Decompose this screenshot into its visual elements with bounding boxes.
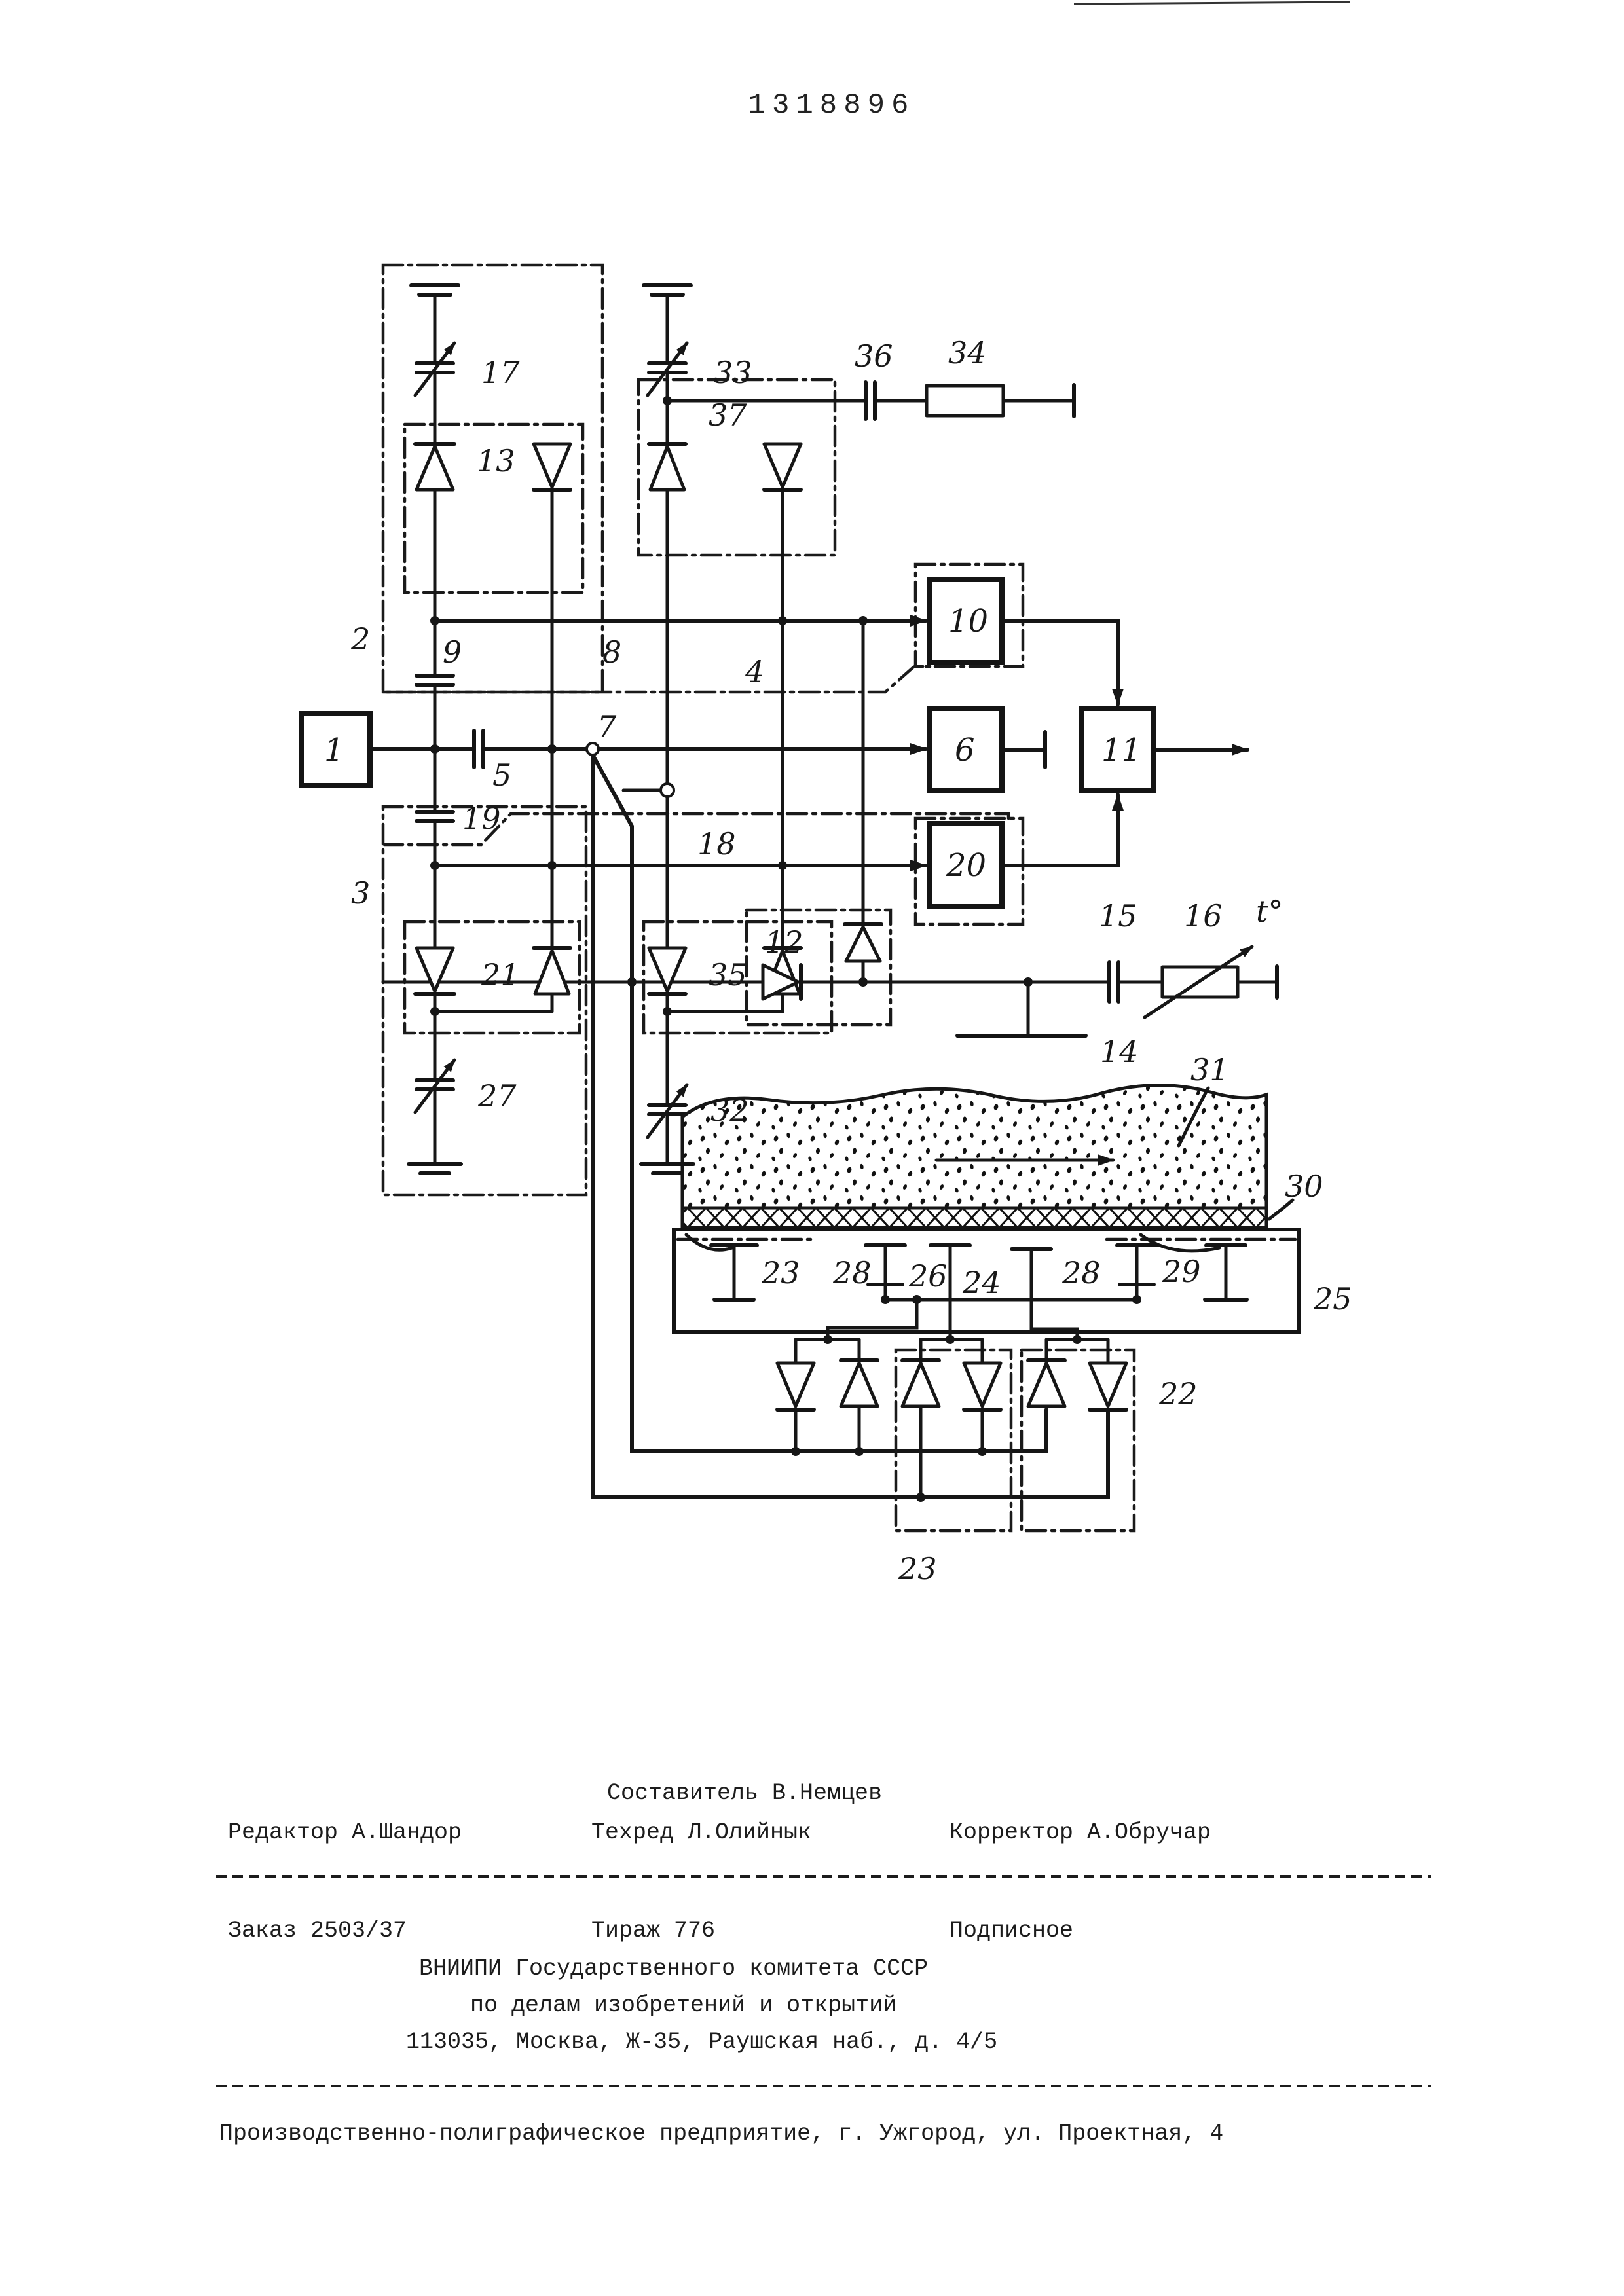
block-1-label: 1 bbox=[324, 732, 344, 769]
capacitor-9 bbox=[416, 676, 453, 685]
ref-label-18: 18 bbox=[697, 826, 736, 862]
footer-text bbox=[216, 1780, 1431, 2147]
footer-techred: Техред Л.Олийнык bbox=[591, 1819, 812, 1846]
thermistor-16 bbox=[1145, 947, 1252, 1017]
terminal-17 bbox=[411, 285, 458, 295]
footer-print: Производственно-полиграфическое предприятие, г. Ужгород, ул. Проектная, 4 bbox=[219, 2121, 1224, 2147]
footer-tirazh: Тираж 776 bbox=[591, 1918, 716, 1944]
electrode-28-left bbox=[866, 1245, 905, 1300]
ref-label-23: 23 bbox=[762, 1255, 800, 1290]
footer-compiler: Составитель В.Немцев bbox=[607, 1780, 883, 1806]
footer-address: 113035, Москва, Ж-35, Раушская наб., д. 4/5 bbox=[406, 2029, 998, 2055]
switch-pivot bbox=[587, 743, 599, 755]
ref-label-7: 7 bbox=[597, 709, 617, 744]
control-line-4 bbox=[383, 666, 930, 692]
ref-label-15: 15 bbox=[1099, 898, 1137, 934]
ref-label-34: 34 bbox=[948, 335, 987, 371]
ref-label-37: 37 bbox=[709, 397, 747, 433]
ref-label-36: 36 bbox=[855, 338, 893, 374]
ref-label-22: 22 bbox=[1159, 1376, 1198, 1412]
block-11-label: 11 bbox=[1101, 732, 1142, 769]
footer-corrector: Корректор А.Обручар bbox=[950, 1819, 1211, 1846]
ref-label-9: 9 bbox=[443, 634, 462, 670]
capacitor-36 bbox=[866, 382, 875, 419]
guard-arcs bbox=[686, 1235, 1219, 1251]
ref-label-2: 2 bbox=[351, 621, 371, 657]
footer-affairs: по делам изобретений и открытий bbox=[470, 1992, 897, 2018]
ref-label-29: 29 bbox=[1162, 1254, 1201, 1289]
footer-editor: Редактор А.Шандор bbox=[228, 1819, 462, 1846]
ref-label-25: 25 bbox=[1314, 1281, 1352, 1317]
patent-number: 1318896 bbox=[748, 89, 915, 122]
footer-podpisnoe: Подписное bbox=[950, 1918, 1074, 1944]
terminal-33 bbox=[644, 285, 691, 295]
ref-label-33: 33 bbox=[714, 355, 752, 390]
ref-label-21: 21 bbox=[481, 957, 520, 993]
ref-label-26: 26 bbox=[909, 1258, 948, 1294]
ref-label-31: 31 bbox=[1190, 1052, 1229, 1087]
electrode-28-right bbox=[1117, 1245, 1156, 1300]
ref-label-24: 24 bbox=[963, 1265, 1001, 1300]
ref-label-17: 17 bbox=[481, 355, 520, 390]
temperature-label: t° bbox=[1256, 894, 1283, 929]
ref-label-35: 35 bbox=[709, 957, 747, 993]
diode-22-1 bbox=[777, 1363, 814, 1410]
footer-order: Заказ 2503/37 bbox=[228, 1918, 407, 1944]
ref-label-5: 5 bbox=[492, 757, 512, 793]
ref-label-12: 12 bbox=[765, 924, 803, 960]
ref-label-30: 30 bbox=[1285, 1169, 1323, 1204]
diode-pair-37 bbox=[649, 444, 801, 490]
ref-label-14: 14 bbox=[1100, 1034, 1139, 1069]
capacitor-15 bbox=[1109, 962, 1118, 1002]
diode-22-3 bbox=[902, 1360, 939, 1406]
block-10-label: 10 bbox=[948, 603, 989, 640]
diode-12-vertical bbox=[845, 924, 881, 961]
ref-label-8: 8 bbox=[602, 634, 622, 670]
scan-edge-mark bbox=[1074, 2, 1350, 4]
ref-label-4: 4 bbox=[745, 654, 765, 689]
electrode-29 bbox=[1205, 1245, 1247, 1300]
ref-label-3: 3 bbox=[351, 875, 371, 911]
ref-label-19: 19 bbox=[462, 801, 501, 836]
ref-label-28-left: 28 bbox=[833, 1255, 872, 1290]
switch-contact bbox=[661, 784, 674, 797]
capacitor-5 bbox=[474, 731, 483, 767]
block-20-label: 20 bbox=[946, 847, 987, 884]
material-section bbox=[674, 1052, 1352, 1344]
resistor-34 bbox=[927, 386, 1003, 416]
capacitor-19 bbox=[416, 812, 453, 821]
block-6-label: 6 bbox=[955, 732, 975, 769]
dashed-box-2 bbox=[383, 265, 602, 692]
ref-label-28-right: 28 bbox=[1062, 1255, 1101, 1290]
screen-layer-30 bbox=[682, 1208, 1266, 1228]
electrode-23 bbox=[711, 1245, 757, 1300]
ref-label-13: 13 bbox=[477, 443, 515, 479]
diode-22-4 bbox=[964, 1363, 1001, 1410]
ref-label-27: 27 bbox=[478, 1078, 517, 1114]
diode-array-section bbox=[777, 1339, 1198, 1586]
circuit-diagram bbox=[301, 265, 1283, 1497]
diode-22-6 bbox=[1090, 1363, 1126, 1410]
footer-vniipi: ВНИИПИ Государственного комитета СССР bbox=[419, 1956, 929, 1982]
diode-22-2 bbox=[841, 1360, 877, 1406]
diode-22-5 bbox=[1028, 1360, 1065, 1406]
ref-label-16: 16 bbox=[1184, 898, 1223, 934]
ref-label-23-bottom: 23 bbox=[898, 1551, 937, 1586]
